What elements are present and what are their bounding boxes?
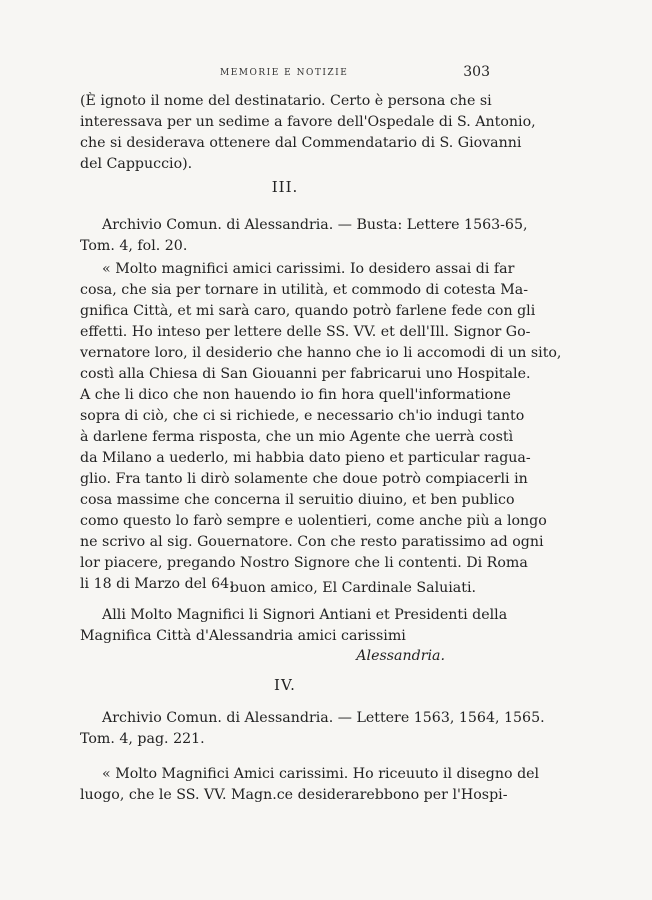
text-line: lor piacere, pregando Nostro Signore che li contenti. Di Roma [80,555,528,571]
text-line: interessava per un sedime a favore dell'Ospedale di S. Antonio, [80,114,536,130]
place-line: Alessandria. [356,648,445,664]
text-line: (È ignoto il nome del destinatario. Certo è persona che si [80,93,492,109]
section-3-address [80,605,508,647]
intro-note [80,91,536,175]
text-line: gnifica Città, et mi sarà caro, quando potrò farlene fede con gli [80,303,536,319]
section-3-place [80,646,490,667]
text-line: cosa massime che concerna il seruitio diuino, et ben publico [80,492,515,508]
section-heading-3: III. [271,178,299,196]
text-line: costì alla Chiesa di San Giouanni per fabricarui uno Hospitale. [80,366,531,382]
section-heading-4: IV. [274,676,296,694]
text-line: sopra di ciò, che ci si richiede, e necessario ch'io indugi tanto [80,408,525,424]
text-line: Alli Molto Magnifici li Signori Antiani et Presidenti della [102,607,508,623]
text-line: Archivio Comun. di Alessandria. — Busta: Lettere 1563-65, [102,217,528,233]
text-line: A che li dico che non hauendo io fin hora quell'informatione [80,387,511,403]
text-line: Archivio Comun. di Alessandria. — Lettere 1563, 1564, 1565. [102,710,545,726]
page-header [80,62,490,82]
text-line: à darlene ferma risposta, che un mio Agente che uerrà costì [80,429,514,445]
running-head: MEMORIE E NOTIZIE [220,68,349,78]
text-line: Tom. 4, pag. 221. [80,731,205,747]
section-3-signature [80,578,490,599]
text-line: ne scrivo al sig. Gouernatore. Con che resto paratissimo ad ogni [80,534,544,550]
text-line: luogo, che le SS. VV. Magn.ce desiderarebbono per l'Hospi- [80,787,508,803]
text-line: del Cappuccio). [80,156,193,172]
page-number: 303 [463,64,490,80]
text-line: glio. Fra tanto li dirò solamente che doue potrò compiacerli in [80,471,528,487]
text-line: li 18 di Marzo del 64. [80,576,234,592]
text-line: cosa, che sia per tornare in utilità, et commodo di cotesta Ma- [80,282,529,298]
text-line: como questo lo farò sempre e uolentieri, come anche più a longo [80,513,547,529]
section-3-letter [80,259,562,595]
text-line: che si desiderava ottenere dal Commendatario di S. Giovanni [80,135,522,151]
text-line: effetti. Ho inteso per lettere delle SS. VV. et dell'Ill. Signor Go- [80,324,531,340]
text-line: Tom. 4, fol. 20. [80,238,188,254]
text-line: « Molto magnifici amici carissimi. Io desidero assai di far [102,261,515,277]
text-line: Magnifica Città d'Alessandria amici carissimi [80,628,406,644]
section-3-source [80,215,528,257]
text-line: da Milano a uederlo, mi habbia dato pieno et particular ragua- [80,450,531,466]
signature-line: buon amico, El Cardinale Saluiati. [229,580,476,596]
section-4-letter [80,764,540,806]
text-line: vernatore loro, il desiderio che hanno che io li accomodi di un sito, [80,345,562,361]
text-line: « Molto Magnifici Amici carissimi. Ho riceuuto il disegno del [102,766,540,782]
section-4-source [80,708,545,750]
